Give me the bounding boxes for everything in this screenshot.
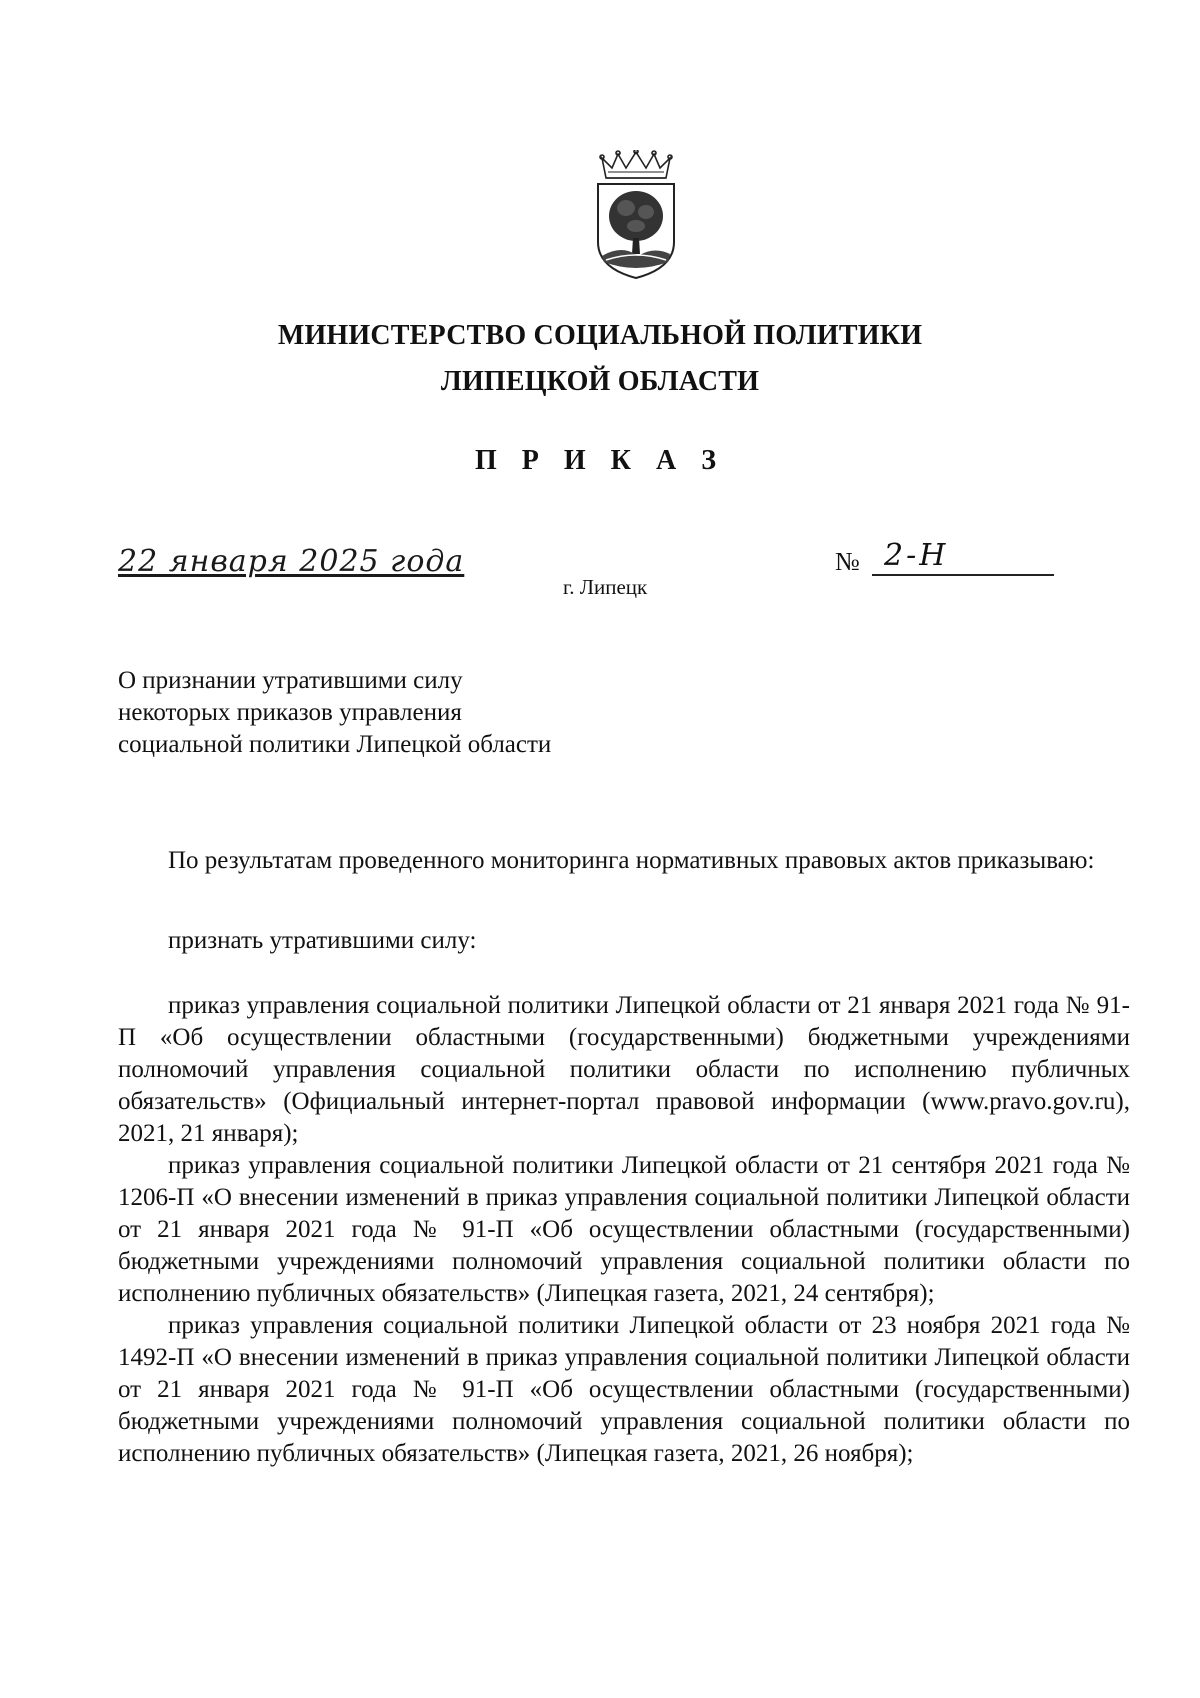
document-type-title: П Р И К А З <box>475 445 725 476</box>
recognize-paragraph <box>118 925 1130 957</box>
number-label: № <box>835 547 860 576</box>
list-item: приказ управления социальной политики Липецкой области от 21 января 2021 года № 91-П «Об осуществлении областными (государственными) бюджетными учреждениями полномочий управления социальной политики области по исполнению публичных обязательств» (Официальный интернет-портал правовой информации (www.pravo.gov.ru), 2021, 21 января); <box>118 992 1130 1147</box>
document-subject <box>118 665 551 761</box>
list-item: приказ управления социальной политики Липецкой области от 23 ноября 2021 года № 1492-П «О внесении изменений в приказ управления социальной политики Липецкой области от 21 января 2021 года № 91-П «Об осуществлении областными (государственными) бюджетными учреждениями полномочий управления социальной политики области по исполнению публичных обязательств» (Липецкая газета, 2021, 26 ноября); <box>118 1312 1130 1467</box>
coat-of-arms-icon <box>588 150 684 280</box>
repealed-orders-list <box>118 990 1130 1470</box>
intro-text: По результатам проведенного мониторинга нормативных правовых актов приказываю: <box>168 847 1095 874</box>
subject-line: некоторых приказов управления <box>118 699 462 726</box>
handwritten-number: 2-Н <box>872 538 1054 576</box>
city-label: г. Липецк <box>563 575 648 599</box>
recognize-text: признать утратившими силу: <box>168 927 477 954</box>
ministry-title-line1: МИНИСТЕРСТВО СОЦИАЛЬНОЙ ПОЛИТИКИ <box>277 320 923 351</box>
intro-paragraph <box>118 845 1130 877</box>
list-item: приказ управления социальной политики Липецкой области от 21 сентября 2021 года № 1206-П «О внесении изменений в приказ управления социальной политики Липецкой области от 21 января 2021 года № 91-П «Об осуществлении областными (государственными) бюджетными учреждениями полномочий управления социальной политики области по исполнению публичных обязательств» (Липецкая газета, 2021, 24 сентября); <box>118 1152 1130 1307</box>
handwritten-date: 22 января 2025 года <box>118 544 465 579</box>
ministry-title-line2: ЛИПЕЦКОЙ ОБЛАСТИ <box>440 366 760 397</box>
subject-line: О признании утратившими силу <box>118 667 463 694</box>
subject-line: социальной политики Липецкой области <box>118 731 552 758</box>
